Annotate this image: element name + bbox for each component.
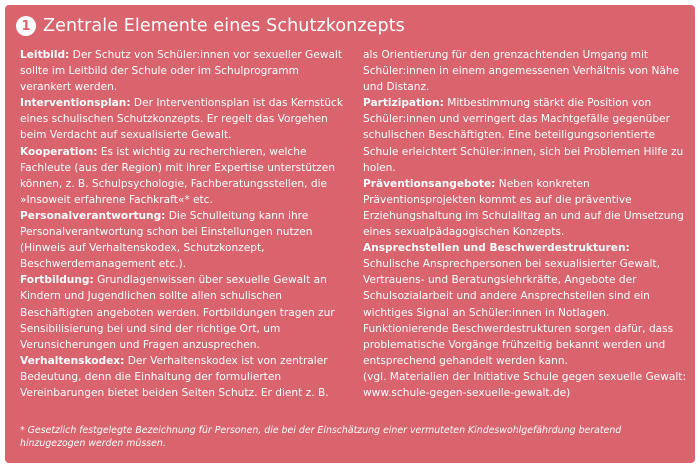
paragraph-reference <box>363 369 688 401</box>
paragraph-ansprechstellen <box>363 240 688 369</box>
paragraph-leitbild <box>20 47 352 95</box>
term: Präventionsangebote: <box>363 177 496 190</box>
paragraph-verhaltenskodex-continued <box>363 47 688 95</box>
box-header <box>16 16 405 36</box>
term: Partizipation: <box>363 97 444 110</box>
term: Interventionsplan: <box>20 97 131 110</box>
number-badge: 1 <box>16 16 36 36</box>
left-column <box>20 47 352 401</box>
paragraph-text: Der Verhaltenskodex ist von zentraler Bedeutung, denn die Einhaltung der formulierten Vereinbarungen bietet beiden Seiten Schutz. Er dient z. B. <box>20 354 329 399</box>
paragraph-text: Der Interventionsplan ist das Kernstück eines schulischen Schutzkonzepts. Er regelt das Vorgehen beim Verdacht auf sexualisierte Gewalt. <box>20 97 344 142</box>
paragraph-fortbildung <box>20 272 352 352</box>
box-title: Zentrale Elemente eines Schutzkonzepts <box>43 16 405 36</box>
paragraph-text: (vgl. Materialien der Initiative Schule gegen sexuelle Gewalt: www.schule-gegen-sexuelle-gewalt.de) <box>363 370 687 399</box>
info-box <box>5 5 695 463</box>
paragraph-verhaltenskodex <box>20 353 352 401</box>
paragraph-partizipation <box>363 95 688 175</box>
term: Verhaltenskodex: <box>20 354 125 367</box>
paragraph-text: Die Schulleitung kann ihre Personalverantwortung schon bei Einstellungen nutzen (Hinweis auf Verhaltenskodex, Schutzkonzept, Beschwerdemanagement etc.). <box>20 209 313 271</box>
paragraph-interventionsplan <box>20 95 352 143</box>
paragraph-text: Schulische Ansprechpersonen bei sexualisierter Gewalt, Vertrauens- und Beratungslehrkräfte, Angebote der Schulsozialarbeit und andere Ansprechstellen sind ein wichtiges Signal an Schüler:innen in Notlagen. Funktionierende Beschwerdestrukturen sorgen dafür, dass problematische Vorgänge frühzeitig bekannt werden und entsprechend gehandelt werden kann. <box>363 258 674 367</box>
term: Fortbildung: <box>20 274 94 287</box>
term: Leitbild: <box>20 49 70 61</box>
paragraph-text: Grundlagenwissen über sexuelle Gewalt an Kindern und Jugendlichen sollte allen schulischen Beschäftigten angeboten werden. Fortbildungen tragen zur Sensibilisierung bei und sind der richtige Ort, um Verunsicherungen und Fragen anzusprechen. <box>20 274 335 351</box>
paragraph-personalverantwortung <box>20 208 352 272</box>
term: Ansprechstellen und Beschwerdestrukturen: <box>363 242 630 255</box>
paragraph-text: Mitbestimmung stärkt die Position von Schüler:innen und verringert das Machtgefälle gegenüber schulischen Beschäftigten. Eine beteiligungsorientierte Schule erleichtert Schüler:innen, sich bei Problemen Hilfe zu holen. <box>363 97 684 174</box>
term: Personalverantwortung: <box>20 209 166 222</box>
paragraph-text: Der Schutz von Schüler:innen vor sexueller Gewalt sollte im Leitbild der Schule oder im Schulprogramm verankert werden. <box>20 49 343 94</box>
paragraph-praeventionsangebote <box>363 176 688 240</box>
paragraph-text: Neben konkreten Präventionsprojekten kommt es auf die präventive Erziehungshaltung im Schulalltag an und auf die Umsetzung eines sexualpädagogischen Konzepts. <box>363 177 684 239</box>
term: Kooperation: <box>20 145 98 158</box>
footnote: * Gesetzlich festgelegte Bezeichnung für Personen, die bei der Einschätzung einer vermuteten Kindeswohlgefährdung beratend hinzugezogen werden müssen. <box>20 425 622 449</box>
paragraph-text: Es ist wichtig zu recherchieren, welche Fachleute (aus der Region) mit ihrer Expertise unterstützen können, z. B. Schulpsychologie, Fachberatungsstellen, die »Insoweit erfahrene Fachkraft«* etc. <box>20 145 335 206</box>
paragraph-text: als Orientierung für den grenzachtenden Umgang mit Schüler:innen in einem angemessenen Verhältnis von Nähe und Distanz. <box>363 49 680 94</box>
right-column <box>363 47 688 401</box>
paragraph-kooperation <box>20 144 352 208</box>
